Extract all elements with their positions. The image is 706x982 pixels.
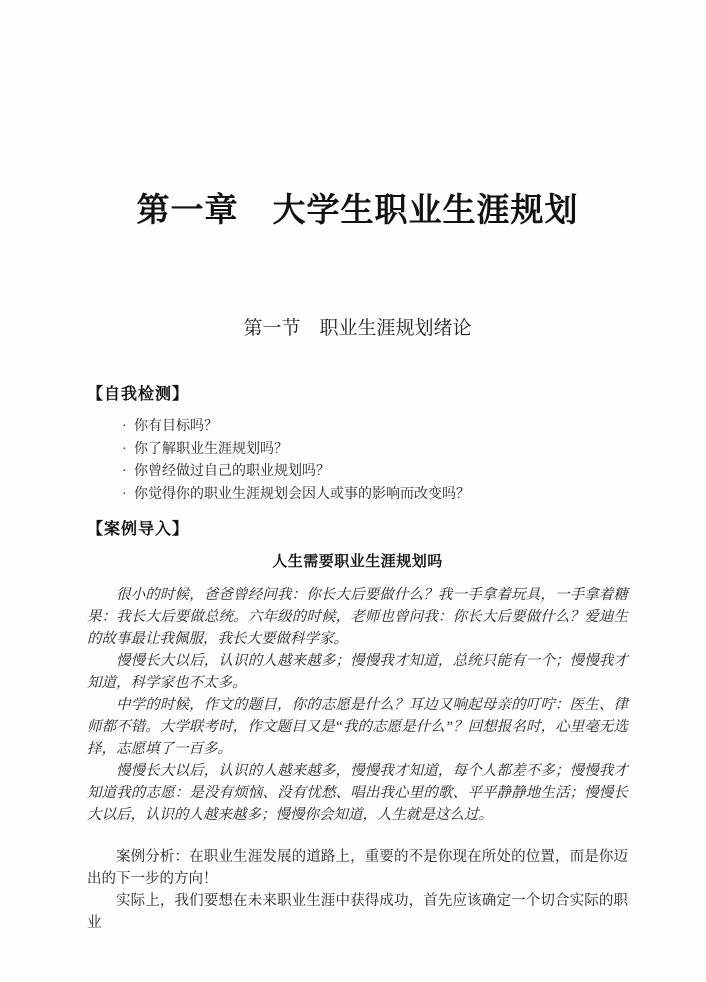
case-paragraph: 慢慢长大以后，认识的人越来越多；慢慢我才知道，总统只能有一个；慢慢我才知道，科学家也不太多。 xyxy=(87,653,628,691)
analysis-paragraph: 实际上，我们要想在未来职业生涯中获得成功，首先应该确定一个切合实际的职业 xyxy=(87,893,628,931)
bullet-icon: · xyxy=(122,441,127,457)
case-paragraph: 中学的时候，作文的题目，你的志愿是什么？耳边又响起母亲的叮咛：医生、律师都不错。大学联考时，作文题目又是“我的志愿是什么”？回想报名时，心里毫无选择，志愿填了一百多。 xyxy=(87,697,628,757)
analysis-paragraph: 案例分析：在职业生涯发展的道路上，重要的不是你现在所处的位置，而是你迈出的下一步的方向！ xyxy=(87,849,628,887)
check-question: 你了解职业生涯规划吗？ xyxy=(134,441,288,457)
chapter-title: 第一章 大学生职业生涯规划 xyxy=(136,193,579,229)
check-question: 你觉得你的职业生涯规划会因人或事的影响而改变吗？ xyxy=(134,486,470,502)
check-question: 你有目标吗？ xyxy=(134,419,218,434)
case-analysis xyxy=(87,846,628,934)
case-body xyxy=(87,584,628,826)
check-question: 你曾经做过自己的职业规划吗？ xyxy=(134,464,330,479)
list-item xyxy=(122,484,628,507)
section-title: 第一节 职业生涯规划绪论 xyxy=(243,318,472,339)
case-title: 人生需要职业生涯规划吗 xyxy=(272,553,443,570)
self-check-heading: 【自我检测】 xyxy=(87,386,190,403)
list-item xyxy=(122,461,628,484)
case-paragraph: 很小的时候，爸爸曾经问我：你长大后要做什么？我一手拿着玩具，一手拿着糖果：我长大后要做总统。六年级的时候，老师也曾问我：你长大后要做什么？爱迪生的故事最让我佩服，我长大要做科学家。 xyxy=(87,587,628,647)
bullet-icon: · xyxy=(122,464,127,479)
bullet-icon: · xyxy=(122,486,127,502)
list-item xyxy=(122,439,628,462)
self-check-list xyxy=(122,416,628,506)
case-intro-heading: 【案例导入】 xyxy=(87,521,190,538)
list-item xyxy=(122,416,628,439)
case-paragraph: 慢慢长大以后，认识的人越来越多，慢慢我才知道，每个人都差不多；慢慢我才知道我的志愿：是没有烦恼、没有忧愁、唱出我心里的歌、平平静静地生活；慢慢长大以后，认识的人越来越多；慢慢你会知道，人生就是这么过。 xyxy=(87,763,628,823)
bullet-icon: · xyxy=(122,419,127,434)
